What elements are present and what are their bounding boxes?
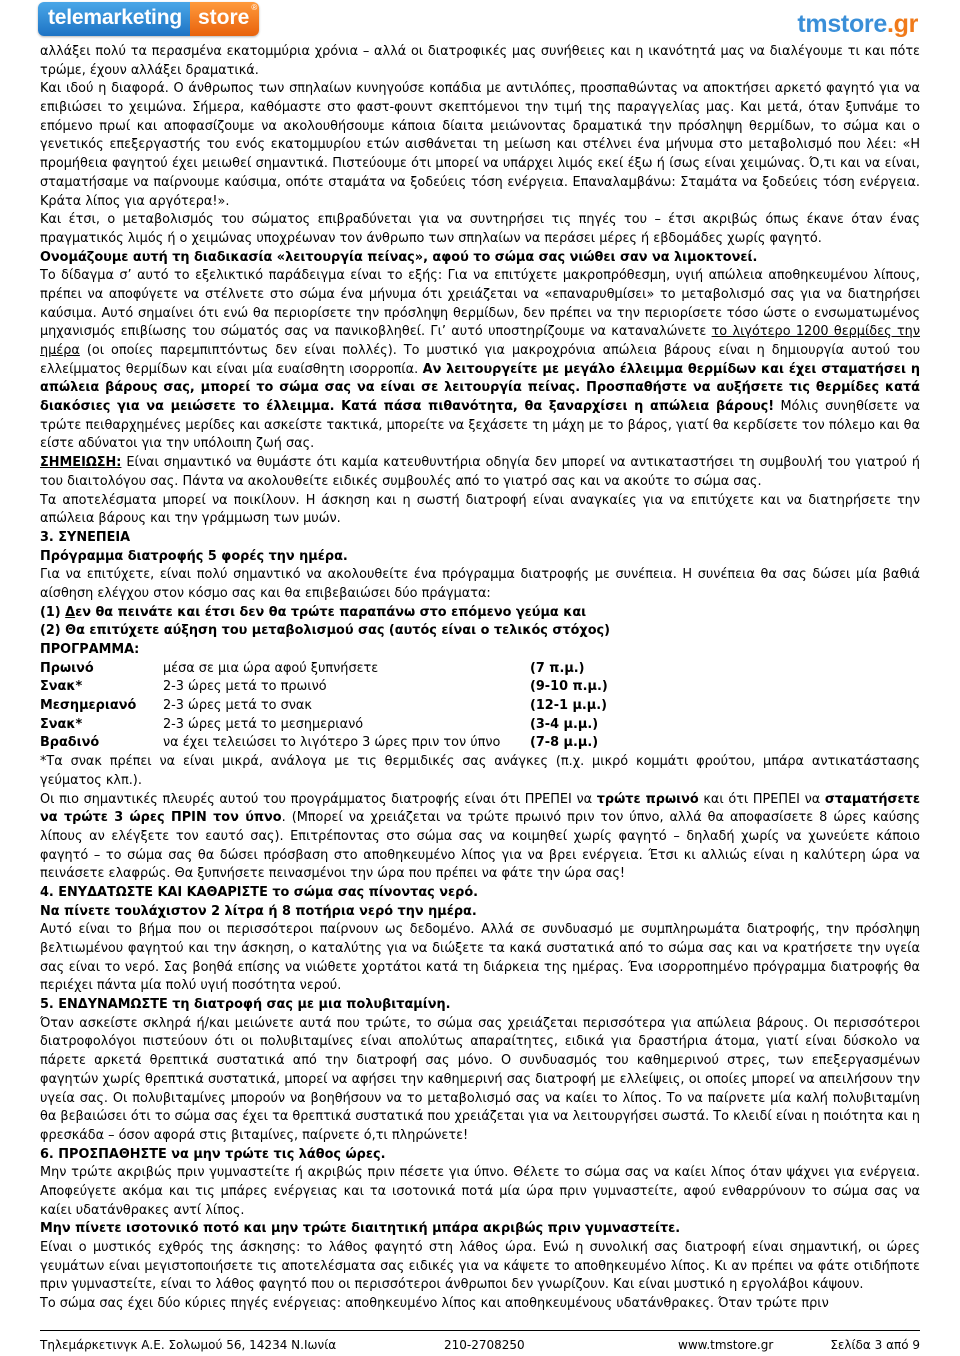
note-label: ΣΗΜΕΙΩΣΗ: [40, 455, 122, 471]
paragraph: Για να επιτύχετε, είναι πολύ σημαντικό να ακολουθείτε ένα πρόγραμμα διατροφής με συνέπεια. Η συνέπεια θα σας δώσει μία βαθιά αίσθηση ελέγχου στον κόσμο σας και θα επιβεβαιώσει δύο πράγματα: [40, 567, 920, 601]
paragraph: Το σώμα σας έχει δύο κύριες πηγές ενέργειας: αποθηκευμένο λίπος και αποθηκευμένους υδατάνθρακες. Όταν τρώτε πριν [40, 1296, 829, 1312]
note-paragraph: ΣΗΜΕΙΩΣΗ: Είναι σημαντικό να θυμάστε ότι καμία κατευθυντήρια οδηγία δεν μπορεί να αντικαταστήσει τη συμβουλή του γιατρού ή του διαιτολόγου σας. Πάντα να ακολουθείτε ειδικές συμβουλές από το γιατρό σας και να ακούτε το σώμα σας. [40, 455, 920, 489]
paragraph: Και έτσι, ο μεταβολισμός του σώματος επιβραδύνεται για να συντηρήσει τις πηγές του – έτσι ακριβώς όπως έκανε όταν ένας πραγματικός λιμός ή ο χειμώνας υποχρέωναν τον άνθρωπο των σπηλαίων να περάσει μέρες ή εβδομάδες χωρίς φαγητό. [40, 212, 920, 246]
logo-right-text: store ® [190, 2, 259, 36]
section-subheading: Πρόγραμμα διατροφής 5 φορές την ημέρα. [40, 548, 348, 564]
paragraph: *Τα σνακ πρέπει να είναι μικρά, ανάλογα με τις θερμιδικές σας ανάγκες (π.χ. μικρό κομμάτι φρούτου, μπάρα αντικατάστασης γεύματος κλπ.). [40, 754, 920, 788]
paragraph: Αυτό είναι το βήμα που οι περισσότεροι παίρνουν ως δεδομένο. Αλλά σε συνδυασμό με συμπληρωμάτα διατροφής, την πρόσληψη βελτιωμένου φαγητού και την άσκηση, ο καταλύτης για να διώξετε τα κακά συστατικά από το σώμα σας και να κρατήσετε την υγεία σας είναι το νερό. Σας βοηθά επίσης να νιώθετε χορτάτοι κατά τη διάρκεια της ημέρας. Ένα ισορροπημένο πρόγραμμα διατροφής θα περιέχει πάντα μία πολύ υγιή ποσότητα νερού. [40, 922, 920, 994]
document-body [40, 43, 920, 1314]
paragraph: Είναι ο μυστικός εχθρός της άσκησης: το λάθος φαγητό στη λάθος ώρα. Ενώ η συνολική σας διατροφή είναι σημαντική, οι ώρες γευμάτων είναι μεγιστοποιήσετε τις αποτελέσματα σας ειδικές για να κάψετε το αποθηκευμένο λίπος. Κι αν πρέπει να φάτε οτιδήποτε πριν γυμναστείτε, είναι το λάθος φαγητό που οι περισσότεροι άνθρωποι δεν γνωρίζουν. Και είναι μυστικό η εργολάβοι κάψουν. [40, 1240, 920, 1293]
paragraph: Τα αποτελέσματα μπορεί να ποικίλουν. Η άσκηση και η σωστή διατροφή είναι αναγκαίες για να επιτύχετε και να διατηρήσετε την απώλεια βάρους και την γράμμωση των μυών. [40, 492, 920, 527]
section-heading: 3. ΣΥΝΕΠΕΙΑ [40, 529, 131, 545]
program-title: ΠΡΟΓΡΑΜΜΑ: [40, 642, 140, 657]
section-subheading: Να πίνετε τουλάχιστον 2 λίτρα ή 8 ποτήρια νερό την ημέρα. [40, 903, 477, 919]
table-row: Σνακ* 2-3 ώρες μετά το πρωινό (9-10 π.μ.) [40, 679, 608, 695]
table-row: Σνακ* 2-3 ώρες μετά το μεσημεριανό (3-4 μ.μ.) [40, 716, 599, 732]
list-item: (2) Θα επιτύχετε αύξηση του μεταβολισμού σας (αυτός είναι ο τελικός στόχος) [40, 623, 611, 639]
meal-schedule-table [40, 660, 620, 753]
section-heading: 6. ΠΡΟΣΠΑΘΗΣΤΕ να μην τρώτε τις λάθος ώρες. [40, 1146, 386, 1162]
logo-left-text: telemarketing [38, 2, 190, 36]
table-row: Πρωινό μέσα σε μια ώρα αφού ξυπνήσετε (7 π.μ.) [40, 660, 585, 676]
page-footer [40, 1330, 920, 1356]
footer-phone: 210-2708250 [444, 1338, 525, 1352]
list-item: (1) Δεν θα πεινάτε και έτσι δεν θα τρώτε παραπάνω στο επόμενο γεύμα και [40, 604, 587, 620]
table-row: Βραδινό να έχει τελειώσει το λιγότερο 3 ώρες πριν τον ύπνο (7-8 μ.μ.) [40, 735, 599, 751]
footer-company: Τηλεμάρκετινγκ Α.Ε. Σολωμού 56, 14234 Ν.Ιωνία [40, 1338, 337, 1352]
table-row: Μεσημεριανό 2-3 ώρες μετά το σνακ (12-1 μ.μ.) [40, 698, 608, 714]
telemarketing-store-logo [38, 2, 259, 36]
section-heading: 4. ΕΝΥΔΑΤΩΣΤΕ ΚΑΙ ΚΑΘΑΡΙΣΤΕ το σώμα σας πίνοντας νερό. [40, 884, 479, 900]
paragraph: Οι πιο σημαντικές πλευρές αυτού του προγράμματος διατροφής είναι ότι ΠΡΕΠΕΙ να τρώτε πρωινό και ότι ΠΡΕΠΕΙ να σταματήσετε να τρώτε 3 ώρες ΠΡΙΝ τον ύπνο. (Μπορεί να χρειάζεται να τρώτε πρωινό πριν τον ύπνο, αλλά θα αποφασίσετε 8 ώρες καύσης λίπους αν ελέγξετε τον εαυτό σας). Επιτρέποντας στο σώμα σας να κοιμηθεί χωρίς φαγητό – δηλαδή χωρίς να χωνεύετε κάποιο φαγητό – το σώμα σας θα δώσει πρόσβαση στο αποθηκευμένο λίπος για να βρει ενέργεια. Έτσι κι αλλιώς είναι η καλύτερη ώρα να πεινάσετε ελαφρώς. Θα ξυπνήσετε πεινασμένοι την ώρα που πρέπει να φάτε την ώρα σας! [40, 791, 920, 882]
paragraph: αλλάξει πολύ τα περασμένα εκατομμύρια χρόνια – αλλά οι διατροφικές μας συνήθειες και η ικανότητά μας να διαλέγουμε τι και πότε τρώμε, έχουν αλλάξει δραματικά. [40, 44, 920, 78]
section-subheading: Μην πίνετε ισοτονικό ποτό και μην τρώτε διαιτητική μπάρα ακριβώς πριν γυμναστείτε. [40, 1221, 681, 1237]
page-header [0, 0, 960, 42]
footer-website: www.tmstore.gr [678, 1338, 774, 1352]
tmstore-brand: tmstore.gr [797, 10, 918, 38]
footer-page-number: Σελίδα 3 από 9 [830, 1338, 920, 1352]
paragraph: Μην τρώτε ακριβώς πριν γυμναστείτε ή ακριβώς πριν πέσετε για ύπνο. Θέλετε το σώμα σας να καίει λίπος όταν ψάχνει για ενέργεια. Αποφεύγετε ακόμα και τις μπάρες ενέργειας και τα ισοτονικά ποτά μία ώρα πριν γυμναστείτε, αφού ενθαρρύνουν το σώμα σας να καίει υδατάνθρακες αντί λίπος. [40, 1165, 920, 1218]
paragraph: Και ιδού η διαφορά. Ο άνθρωπος των σπηλαίων κυνηγούσε κοπάδια με αντιλόπες, προσπαθώντας να αποκτήσει αρκετό φαγητό για να επιβιώσει το χειμώνα. Σήμερα, καθόμαστε στο φαστ-φουντ σκεπτόμενοι την τιμή της παραγγελίας μας. Και μετά, όταν ξυπνάμε το επόμενο πρωί και αποφασίζουμε να ακολουθήσουμε κάποια δίαιτα μειώνοντας δραματικά την πρόσληψη θερμίδων, το σώμα και ο γενετικός επεξεργαστής του ενός εκατομμυρίου ετών αισθάνεται τη μείωση και στέλνει ένα μήνυμα στο μεταβολισμό που λέει: «Η προμήθεια φαγητού έχει μειωθεί σημαντικά. Πιστεύουμε ότι μπορεί να υπάρχει λιμός εκεί έξω ή ίσως είναι χειμώνας. Ό,τι και να είναι, σταματήσαμε να παίρνουμε καύσιμα, οπότε σταμάτα να ξοδεύεις τόση ενέργεια. Επαναλαμβάνω: Σταμάτα να ξοδεύεις τόση ενέργεια. Κράτα λίπος για αργότερα!». [40, 81, 920, 209]
bold-paragraph: Ονομάζουμε αυτή τη διαδικασία «λειτουργία πείνας», αφού το σώμα σας νιώθει σαν να λιμοκτονεί. [40, 249, 758, 265]
paragraph: Όταν ασκείστε σκληρά ή/και μειώνετε αυτά που τρώτε, το σώμα σας χρειάζεται περισσότερα για απώλεια βάρους. Οι περισσότεροι διατροφολόγοι πιστεύουν ότι οι πολυβιταμίνες είναι απολύτως απαραίτητες, ειδικά για δραστήρια άτομα, γιατί είναι δύσκολο να πάρετε αρκετά θρεπτικά συστατικά από την διατροφή σας μόνο. Ο συνδυασμός του καθημερινού στρες, των επεξεργασμένων φαγητών χωρίς θρεπτικά συστατικά, μπορεί να αφήσει την καθημερινή σας διατροφή με ελλείψεις, οι οποίες μπορεί να απειλήσουν την υγεία σας. Οι πολυβιταμίνες μπορούν να βοηθήσουν να το μεταβολισμό σας να καίει το λίπος. Το να παίρνετε μία καλή πολυβιταμίνη θα βεβαιώσει ότι το σώμα σας έχει τα θρεπτικά συστατικά που χρειάζεται για να λειτουργήσει σωστά. Το κλειδί είναι η ποιότητα και η φρεσκάδα – όσον αφορά στις βιταμίνες, παίρνετε ό,τι πληρώνετε! [40, 1015, 920, 1143]
paragraph: Το δίδαγμα σ’ αυτό το εξελικτικό παράδειγμα είναι το εξής: Για να επιτύχετε μακροπρόθεσμη, υγιή απώλεια αποθηκευμένου λίπους, πρέπει να αποφύγετε να στέλνετε στο σώμα ένα μήνυμα ότι χρειάζεται να «επαναρυθμίσει» το μεταβολισμό σας για να διατηρήσει καύσιμα. Αυτό σημαίνει ότι ενώ θα περιορίσετε την πρόσληψη θερμίδων, δεν πρέπει να την περιορίσετε τόσο ώστε ο ενσωματωμένος μηχανισμός επιβίωσης του σώματός σας να πανικοβληθεί. Γι’ αυτό υποστηρίζουμε να καταναλώνετε το λιγότερο 1200 θερμίδες την ημέρα (οι οποίες παρεμπιπτόντως δεν είναι πολλές). Το μυστικό για μακροχρόνια απώλεια βάρους είναι η δημιουργία αυτού του ελλείμματος θερμίδων και είναι μία ευαίσθητη ισορροπία. Αν λειτουργείτε με μεγάλο έλλειμμα θερμίδων και έχει σταματήσει η απώλεια βάρους σας, μπορεί το σώμα σας να είναι σε λειτουργία πείνας. Προσπαθήστε να αυξήσετε τις θερμίδες κατά διακόσιες για να μειώσετε το έλλειμμα. Κατά πάσα πιθανότητα, θα ξαναρχίσει η απώλεια βάρους! Μόλις συνηθίσετε να τρώτε πειθαρχημένες μερίδες και ασκείστε τακτικά, μπορείτε να ξεχάσετε τη μάχη με το βάρος, γιατί θα κερδίσετε τον πόλεμο και θα είστε αδύνατοι για την υπόλοιπη ζωή σας. [40, 268, 920, 452]
section-heading: 5. ΕΝΔΥΝΑΜΩΣΤΕ τη διατροφή σας με μια πολυβιταμίνη. [40, 997, 451, 1013]
